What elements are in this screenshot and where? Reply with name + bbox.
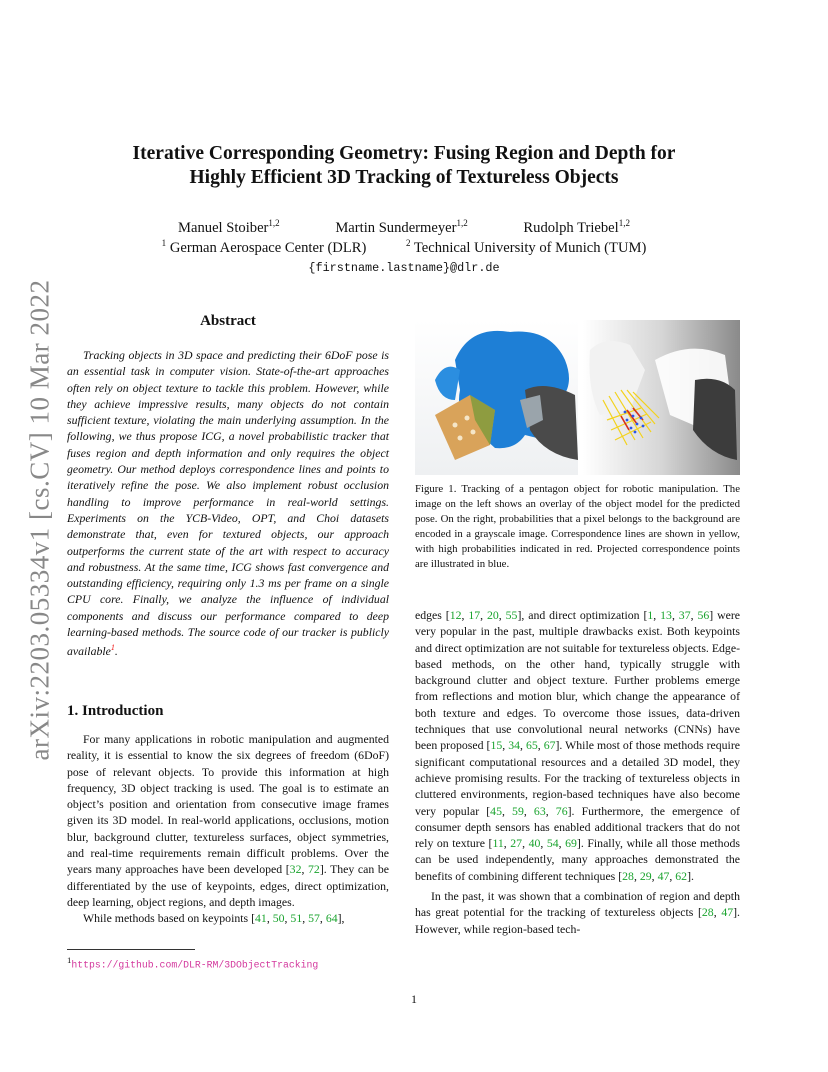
text: In the past, it was shown that a combination of region and depth has great potential for the tracking of textureless objects [ — [415, 889, 740, 920]
citation[interactable]: 29 — [639, 868, 652, 883]
text: ] were very popular in the past, multiple drawbacks exist. Both keypoints and direct optimization are not suitable for textureless objects. Edge-based methods, on the other hand, typically struggle with background clutter and object texture. Further problems emerge from reflections and motion blur, which change the appearance of both texture and edges. To overcome those issues, data-driven techniques that use convolutional neural networks (CNNs) have been proposed [ — [415, 608, 740, 753]
citation[interactable]: 65 — [525, 738, 538, 753]
citation[interactable]: 59 — [512, 803, 524, 818]
affil-mark: 1 — [161, 238, 167, 248]
right-paragraph-1: edges [12, 17, 20, 55], and direct optimization [1, 13, 37, 56] were very popular in the past, multiple drawbacks exist. Both keypoints and direct optimization are not suitable for textureless objects. Edge-based methods, on the other hand, typically struggle with background clutter and object texture. Further problems emerge from reflections and motion blur, which change the appearance of both texture and edges. To overcome those issues, data-driven techniques that use convolutional neural networks (CNNs) have been proposed [15, 34, 65, 67]. While most of those methods require significant computational resources and a detailed 3D model, they achieve promising results. For the tracking of textureless objects in cluttered environments, region-based techniques have also become very popular [45, 59, 63, 76]. Furthermore, the emergence of consumer depth sensors has enabled additional trackers that do not rely on texture [11, 27, 40, 54, 69]. Finally, while all those methods can be used independently, many approaches demonstrated the benefits of combining different techniques [28, 29, 47, 62]. — [415, 608, 740, 883]
affil-name: Technical University of Munich (TUM) — [413, 239, 647, 256]
citation[interactable]: 57 — [308, 911, 320, 926]
citation[interactable]: 63 — [533, 803, 546, 818]
citation[interactable]: 20 — [487, 608, 499, 622]
text: ]. — [687, 868, 694, 883]
citation[interactable]: 54 — [546, 836, 559, 851]
pentagon-hole — [471, 430, 476, 435]
abstract-heading: Abstract — [200, 313, 256, 329]
section-heading-introduction: 1. Introduction — [67, 703, 164, 719]
text: edges [ — [415, 608, 450, 622]
arxiv-identifier: arXiv:2203.05334v1 [cs.CV] 10 Mar 2022 — [24, 279, 55, 761]
citation[interactable]: 56 — [697, 608, 710, 622]
title-line-2: Highly Efficient 3D Tracking of Textureless Objects — [189, 167, 619, 188]
citation[interactable]: 1 — [647, 608, 654, 622]
text: ], — [337, 911, 345, 926]
pentagon-hole — [465, 416, 470, 421]
author-affil-mark: 1,2 — [456, 218, 468, 228]
text: While methods based on keypoints [ — [83, 911, 256, 926]
abstract-end: . — [114, 644, 118, 659]
citation[interactable]: 47 — [721, 905, 734, 920]
citation[interactable]: 72 — [308, 862, 320, 877]
text: ]. While most of those methods require significant computational resources and a detailed 3D model, they achieve promising results. For the tracking of textureless objects in cluttered environments, region-based techniques have also become very popular [ — [415, 738, 740, 818]
abstract-body — [67, 347, 389, 660]
pentagon-hole — [453, 423, 458, 428]
footnote-number: 1 — [67, 955, 72, 965]
author-name: Martin Sundermeyer — [335, 219, 457, 236]
text: ], and direct optimization [ — [517, 608, 648, 622]
intro-paragraph-1: For many applications in robotic manipulation and augmented reality, it is essential to know the six degrees of freedom (6DoF) pose of relevant objects. To provide this information at high frequency, 3D object tracking is used. The goal is to estimate an object’s position and orientation from consecutive image frames given its 3D model. In real-world applications, occlusions, motion blur, background clutter, textureless surfaces, object symmetries, and real-time requirements remain difficult problems. Over the years many approaches have been developed [32, 72]. They can be differentiated by the use of keypoints, edges, direct optimization, deep learning, object regions, and depth images. — [67, 732, 389, 909]
citation[interactable]: 34 — [508, 738, 520, 753]
author-affil-mark: 1,2 — [618, 218, 630, 228]
author-name: Rudolph Triebel — [523, 219, 619, 236]
right-column-body — [415, 607, 740, 937]
intro-paragraph-2: While methods based on keypoints [41, 50, 51, 57, 64], — [83, 911, 345, 926]
citation[interactable]: 76 — [555, 803, 568, 818]
figure-1-image — [415, 320, 740, 475]
text: ]. However, while region-based tech- — [415, 905, 740, 936]
citation[interactable]: 50 — [272, 911, 285, 926]
affil-name: German Aerospace Center (DLR) — [169, 239, 367, 256]
page-number: 1 — [411, 992, 417, 1006]
author-1 — [178, 220, 280, 236]
author-list — [100, 218, 708, 237]
citation[interactable]: 47 — [657, 868, 670, 883]
citation[interactable]: 12 — [449, 608, 462, 622]
citation[interactable]: 17 — [468, 608, 481, 622]
right-paragraph-2: In the past, it was shown that a combination of region and depth has great potential for the tracking of textureless objects [28, 47]. However, while region-based tech- — [415, 889, 740, 936]
arxiv-sidebar-stamp — [20, 280, 60, 760]
affiliation-1 — [162, 240, 367, 256]
citation[interactable]: 11 — [492, 836, 504, 851]
footnote-rule — [67, 949, 195, 950]
affiliation-2 — [406, 240, 646, 256]
citation[interactable]: 28 — [622, 868, 634, 883]
author-2 — [335, 220, 467, 236]
text: ]. They can be differentiated by the use of keypoints, edges, direct optimization, deep learning, object regions, and depth images. — [67, 862, 389, 909]
citation[interactable]: 13 — [660, 608, 672, 622]
author-name: Manuel Stoiber — [178, 219, 269, 236]
citation[interactable]: 62 — [675, 868, 688, 883]
citation[interactable]: 15 — [490, 738, 503, 753]
paper-title — [100, 142, 708, 190]
citation[interactable]: 51 — [290, 911, 303, 926]
text: ]. Furthermore, the emergence of consumer depth sensors has enabled additional trackers that do not rely on texture [ — [415, 803, 740, 851]
figure-1-caption: Figure 1. Tracking of a pentagon object for robotic manipulation. The image on the left shows an overlay of the object model for the predicted pose. On the right, probabilities that a pixel belongs to the background are encoded in a grayscale image. Correspondence lines are shown in yellow, with high probabilities indicated in red. Projected correspondence points are illustrated in blue. — [415, 483, 740, 570]
citation[interactable]: 55 — [505, 608, 518, 622]
footnote-url-link[interactable]: https://github.com/DLR-RM/3DObjectTracking — [71, 959, 319, 971]
pentagon-hole — [458, 436, 463, 441]
citation[interactable]: 69 — [565, 836, 577, 851]
citation[interactable]: 45 — [490, 803, 502, 818]
abstract-text: Tracking objects in 3D space and predicting their 6DoF pose is an essential task in computer vision. State-of-the-art approaches often rely on object texture to tackle this problem. However, while they achieve impressive results, many objects do not contain sufficient texture, violating the main underlying assumption. In the following, we thus propose ICG, a novel probabilistic tracker that fuses region and depth information and only requires the object geometry. Our method deploys correspondence lines and points to iteratively refine the pose. We also implement robust occlusion handling to improve performance in real-world settings. Experiments on the YCB-Video, OPT, and Choi datasets demonstrate that, even for textured objects, our approach outperforms the current state of the art with respect to accuracy and robustness. At the same time, ICG shows fast convergence and outstanding efficiency, requiring only 1.3 ms per frame on a single CPU core. Finally, we analyze the influence of individual components and discuss our performance compared to deep learning-based methods. The source code of our tracker is publicly available — [67, 348, 389, 659]
author-affil-mark: 1,2 — [268, 218, 280, 228]
text: ]. Finally, while all those methods can be used independently, many approaches demonstrated the benefits of combining different techniques [ — [415, 836, 740, 883]
citation[interactable]: 64 — [325, 911, 338, 926]
citation[interactable]: 32 — [289, 862, 302, 877]
affil-mark: 2 — [406, 238, 411, 248]
footnote — [67, 954, 389, 972]
citation[interactable]: 40 — [528, 836, 541, 851]
citation[interactable]: 27 — [510, 836, 523, 851]
author-3 — [523, 220, 630, 236]
author-email: {firstname.lastname}@dlr.de — [308, 261, 500, 275]
title-line-1: Iterative Corresponding Geometry: Fusing Region and Depth for — [132, 143, 676, 164]
citation[interactable]: 41 — [255, 911, 267, 926]
citation[interactable]: 28 — [701, 905, 714, 920]
footnote-mark[interactable]: 1 — [110, 643, 115, 653]
intro-body — [67, 731, 389, 927]
citation[interactable]: 37 — [678, 608, 691, 622]
text: For many applications in robotic manipulation and augmented reality, it is essential to know the six degrees of freedom (6DoF) pose of relevant objects. To provide this information at high frequency, 3D object tracking is used. The goal is to estimate an object’s position and orientation from consecutive image frames given its 3D model. In real-world applications, occlusions, motion blur, background clutter, textureless surfaces, object symmetries, and real-time requirements remain difficult problems. Over the years many approaches have been developed [ — [67, 732, 389, 877]
affiliations — [100, 238, 708, 257]
citation[interactable]: 67 — [543, 738, 556, 753]
